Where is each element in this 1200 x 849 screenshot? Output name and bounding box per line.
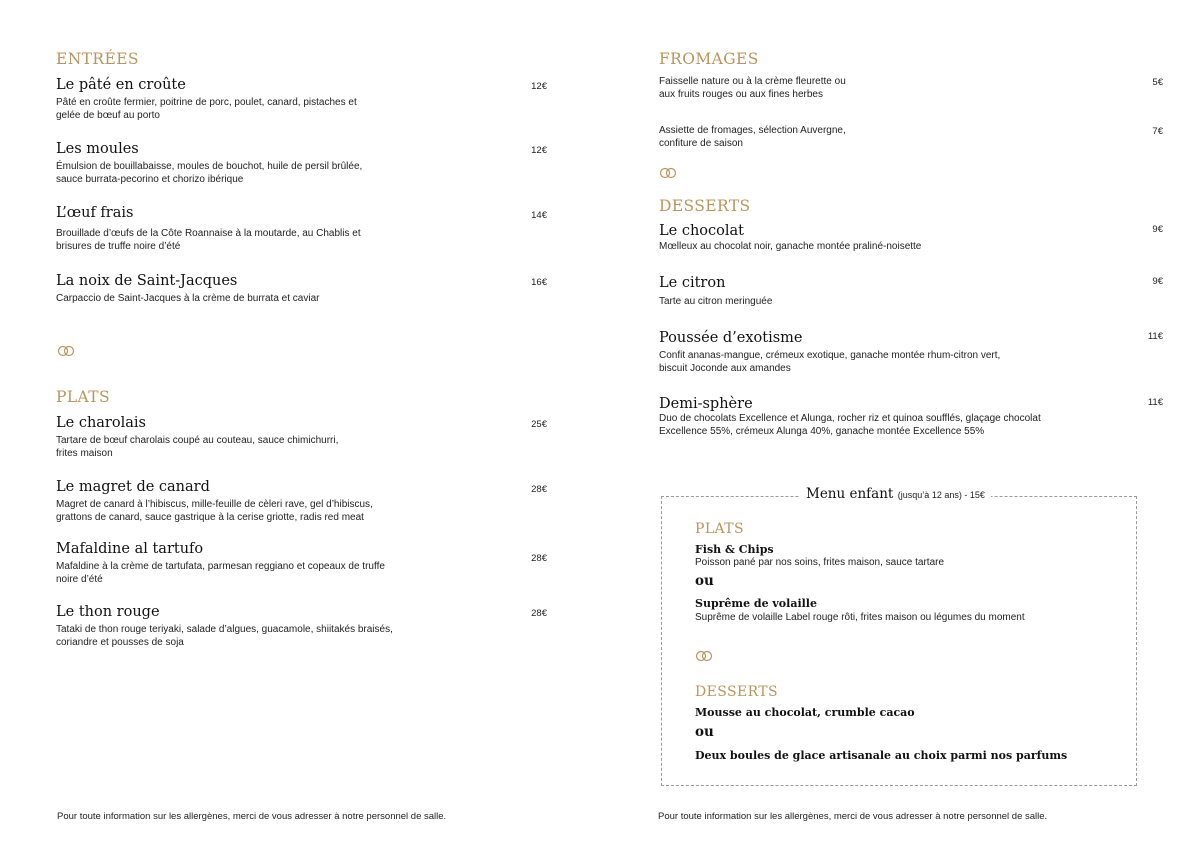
allergen-note: Pour toute information sur les allergènes, merci de vous adresser à notre personnel de salle. (658, 811, 1048, 822)
dish-name: Le charolais (56, 415, 146, 431)
dish-desc: Carpaccio de Saint-Jacques à la crème de burrata et caviar (56, 293, 320, 304)
dish-desc: Mœlleux au chocolat noir, ganache montée praliné-noisette (659, 241, 922, 252)
double-ring-ornament-icon (694, 650, 714, 662)
kids-dish-desc: Poisson pané par nos soins, frites maison, sauce tartare (695, 557, 945, 568)
kids-or-separator: ou (695, 573, 714, 589)
kids-menu-title (800, 485, 991, 503)
dish-name: Le pâté en croûte (56, 77, 186, 93)
dish-desc: Tataki de thon rouge teriyaki, salade d’algues, guacamole, shiitakés braisés, coriandre et pousses de soja (56, 624, 393, 648)
dish-name: Mafaldine al tartufo (56, 541, 204, 557)
section-title-fromages: FROMAGES (659, 50, 759, 68)
double-ring-ornament-icon (658, 167, 678, 179)
dish-desc: Assiette de fromages, sélection Auvergne, confiture de saison (659, 125, 846, 149)
section-title-plats: PLATS (56, 388, 111, 406)
dish-name: Le citron (659, 275, 726, 291)
dish-price: 28€ (531, 553, 547, 564)
dish-price: 11€ (1147, 397, 1163, 408)
dish-desc: Magret de canard à l’hibiscus, mille-feuille de cèleri rave, gel d’hibiscus, grattons de canard, sauce gastrique à la cerise griotte, radis red meat (56, 499, 373, 523)
section-title-desserts: DESSERTS (659, 197, 751, 215)
dish-desc: Mafaldine à la crème de tartufata, parmesan reggiano et copeaux de truffe noire d’été (56, 561, 385, 585)
kids-menu-box (661, 486, 1137, 786)
kids-dessert-name: Deux boules de glace artisanale au choix parmi nos parfums (695, 749, 1068, 762)
kids-menu-heading: Menu enfant (806, 486, 894, 502)
dish-price: 9€ (1152, 224, 1163, 235)
dish-price: 16€ (531, 277, 547, 288)
dish-price: 9€ (1152, 276, 1163, 287)
dish-price: 28€ (531, 484, 547, 495)
kids-dessert-name: Mousse au chocolat, crumble cacao (695, 706, 915, 719)
dish-desc: Pâté en croûte fermier, poitrine de porc, poulet, canard, pistaches et gelée de bœuf au porto (56, 97, 357, 121)
dish-name: Le magret de canard (56, 479, 210, 495)
dish-desc: Tartare de bœuf charolais coupé au couteau, sauce chimichurri, frites maison (56, 435, 339, 459)
double-ring-ornament-icon (56, 345, 76, 357)
dish-price: 14€ (531, 210, 547, 221)
dish-name: Demi-sphère (659, 396, 753, 412)
dish-desc: Faisselle nature ou à la crème fleurette ou aux fruits rouges ou aux fines herbes (659, 76, 846, 100)
dish-price: 28€ (531, 608, 547, 619)
dish-price: 12€ (531, 145, 547, 156)
dish-desc: Tarte au citron meringuée (659, 296, 773, 307)
dish-desc: Brouillade d’œufs de la Côte Roannaise à la moutarde, au Chablis et brisures de truffe noire d’été (56, 228, 361, 252)
dish-price: 12€ (531, 81, 547, 92)
dish-name: Les moules (56, 141, 139, 157)
dish-price: 11€ (1147, 331, 1163, 342)
dish-desc: Émulsion de bouillabaisse, moules de bouchot, huile de persil brûlée, sauce burrata-pecorino et chorizo ibérique (56, 161, 363, 185)
section-title-entrees: ENTRÉES (56, 50, 139, 68)
kids-dish-name: Fish & Chips (695, 543, 774, 556)
kids-section-plats: PLATS (695, 521, 744, 537)
dish-name: L’œuf frais (56, 205, 134, 221)
dish-name: Poussée d’exotisme (659, 330, 803, 346)
kids-menu-subtitle: (jusqu’à 12 ans) - 15€ (897, 490, 985, 500)
kids-dish-desc: Suprême de volaille Label rouge rôti, frites maison ou légumes du moment (695, 612, 1025, 623)
kids-section-desserts: DESSERTS (695, 684, 779, 700)
dish-desc: Confit ananas-mangue, crémeux exotique, ganache montée rhum-citron vert, biscuit Joconde aux amandes (659, 350, 1001, 374)
kids-or-separator: ou (695, 724, 714, 740)
kids-dish-name: Suprême de volaille (695, 597, 817, 610)
dish-name: Le thon rouge (56, 604, 160, 620)
dish-name: La noix de Saint-Jacques (56, 273, 238, 289)
dish-name: Le chocolat (659, 223, 744, 239)
dish-price: 7€ (1152, 126, 1163, 137)
dish-price: 25€ (531, 419, 547, 430)
dish-desc: Duo de chocolats Excellence et Alunga, rocher riz et quinoa soufflés, glaçage chocolat Excellence 55%, crémeux Alunga 40%, ganache montée Excellence 55% (659, 413, 1041, 437)
allergen-note: Pour toute information sur les allergènes, merci de vous adresser à notre personnel de salle. (57, 811, 447, 822)
left-page (56, 0, 556, 849)
dish-price: 5€ (1152, 77, 1163, 88)
